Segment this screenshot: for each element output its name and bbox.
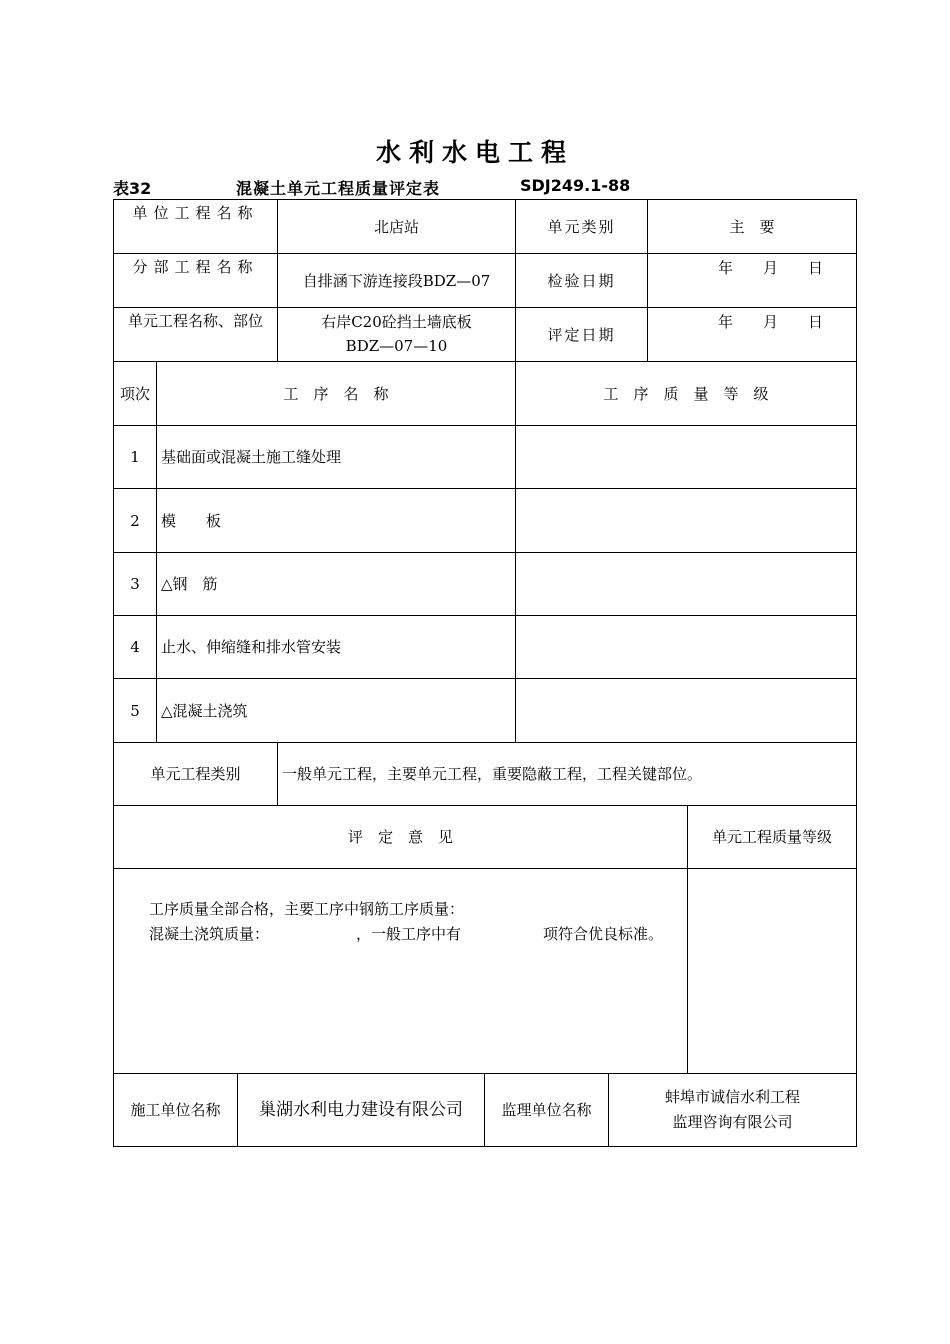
row-no: 5 bbox=[130, 701, 140, 720]
unit-category-value: 主 要 bbox=[729, 217, 775, 236]
row-no: 1 bbox=[130, 448, 140, 466]
process-name: △混凝土浇筑 bbox=[161, 701, 248, 720]
category-label: 单元工程类别 bbox=[150, 765, 241, 783]
inspect-date-value: 年 月 日 bbox=[718, 259, 824, 277]
opinion-line1: 工序质量全部合格，主要工序中钢筋工序质量： bbox=[149, 900, 465, 918]
process-grade[interactable] bbox=[516, 553, 856, 615]
grade-value[interactable] bbox=[688, 869, 856, 1073]
process-name: △钢 筋 bbox=[161, 575, 218, 593]
supervisor-value bbox=[609, 1085, 856, 1135]
opinion-line2-a: 混凝土浇筑质量： bbox=[149, 925, 270, 943]
grade-header: 单元工程质量等级 bbox=[711, 828, 832, 846]
row-no: 2 bbox=[130, 511, 140, 530]
col-header-no: 项次 bbox=[119, 384, 150, 403]
contractor-label: 施工单位名称 bbox=[130, 1101, 221, 1119]
contractor-value: 巢湖水利电力建设有限公司 bbox=[259, 1100, 463, 1120]
element-label: 单元工程名称、部位 bbox=[127, 312, 263, 330]
row-no: 4 bbox=[130, 638, 140, 656]
process-grade[interactable] bbox=[516, 489, 856, 552]
opinion-line2-b: ，一般工序中有 bbox=[356, 925, 462, 943]
division-label: 分部工程名称 bbox=[132, 258, 259, 276]
supervisor-value-line2: 监理咨询有限公司 bbox=[672, 1113, 793, 1131]
element-value-line1: 右岸C20砼挡土墙底板 bbox=[321, 313, 472, 331]
col-header-name: 工 序 名 称 bbox=[283, 384, 389, 403]
category-value: 一般单元工程，主要单元工程，重要隐蔽工程，工程关键部位。 bbox=[282, 765, 703, 783]
process-grade[interactable] bbox=[516, 679, 856, 742]
process-name: 止水、伸缩缝和排水管安装 bbox=[161, 638, 342, 656]
inspect-date-label: 检验日期 bbox=[547, 271, 616, 290]
form-title: 混凝土单元工程质量评定表 bbox=[236, 179, 441, 198]
process-name: 基础面或混凝土施工缝处理 bbox=[161, 448, 342, 466]
table-number: 表32 bbox=[113, 179, 152, 198]
element-value-line2: BDZ—07—10 bbox=[345, 337, 448, 355]
assess-date-label: 评定日期 bbox=[547, 325, 616, 344]
supervisor-value-line1: 蚌埠市诚信水利工程 bbox=[664, 1088, 800, 1106]
assess-date-value: 年 月 日 bbox=[718, 313, 824, 331]
element-value bbox=[278, 310, 515, 358]
process-name: 模 板 bbox=[161, 511, 222, 530]
page-title: 水利水电工程 bbox=[375, 138, 574, 167]
unit-category-label: 单元类别 bbox=[547, 217, 616, 236]
supervisor-label: 监理单位名称 bbox=[501, 1101, 592, 1119]
unit-project-label: 单位工程名称 bbox=[132, 204, 259, 222]
standard-code: SDJ249.1-88 bbox=[520, 176, 631, 195]
col-header-grade: 工 序 质 量 等 级 bbox=[603, 384, 769, 403]
opinion-header: 评 定 意 见 bbox=[347, 828, 453, 846]
division-value: 自排涵下游连接段BDZ—07 bbox=[302, 271, 491, 290]
process-grade[interactable] bbox=[516, 616, 856, 678]
row-no: 3 bbox=[130, 575, 140, 593]
unit-project-value: 北店站 bbox=[373, 217, 419, 236]
process-grade[interactable] bbox=[516, 426, 856, 488]
opinion-line2-c: 项符合优良标准。 bbox=[543, 925, 664, 943]
